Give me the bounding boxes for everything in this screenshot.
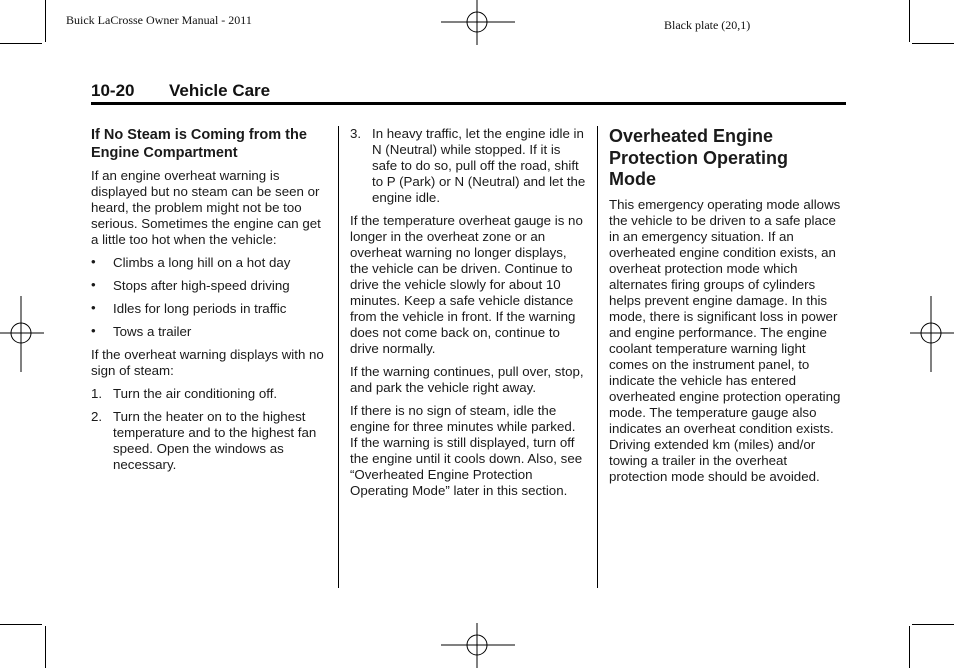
step-item	[91, 409, 331, 473]
crop-mark-tl-v	[45, 0, 46, 42]
step-text: In heavy traffic, let the engine idle in N (Neutral) while stopped. If it is safe to do so, pull off the road, shift to P (Park) or N (Neutral) and let the engine idle.	[372, 126, 586, 205]
page-number: 10-20	[91, 81, 135, 100]
numbered-list	[350, 126, 586, 206]
paragraph: If an engine overheat warning is displayed but no steam can be seen or heard, the problem might not be too serious. Sometimes the engine can get a little too hot when the vehicle:	[91, 168, 321, 247]
bullet-item	[91, 301, 331, 317]
bullet-item	[91, 278, 331, 294]
registration-mark-left	[0, 296, 44, 372]
crop-mark-tr-v	[909, 0, 910, 42]
bullet-item	[91, 324, 331, 340]
registration-mark-right	[910, 296, 954, 372]
registration-mark-bottom	[441, 622, 515, 668]
crop-mark-br-h	[912, 624, 954, 625]
section-header	[91, 81, 846, 103]
step-text: Turn the air conditioning off.	[113, 386, 278, 401]
step-number: 1.	[91, 386, 103, 401]
manual-title: Buick LaCrosse Owner Manual - 2011	[66, 13, 252, 27]
crop-mark-tr-h	[912, 43, 954, 44]
crop-mark-bl-v	[45, 626, 46, 668]
step-number: 3.	[350, 126, 362, 141]
header-rule	[91, 102, 846, 105]
column-divider-2	[597, 126, 598, 588]
bullet-glyph: •	[91, 300, 96, 315]
registration-mark-top	[441, 0, 515, 46]
step-item	[91, 386, 331, 402]
bullet-text: Stops after high-speed driving	[113, 278, 290, 293]
crop-mark-bl-h	[0, 624, 42, 625]
paragraph: If there is no sign of steam, idle the engine for three minutes while parked. If the warning is still displayed, turn off the engine until it cools down. Also, see “Overheated Engine Protection Operating Mode” later in this section.	[350, 403, 583, 498]
paragraph: If the warning continues, pull over, stop, and park the vehicle right away.	[350, 364, 584, 395]
section-title: Vehicle Care	[169, 81, 271, 100]
subsection-heading: Overheated Engine Protection Operating Mode	[609, 126, 789, 189]
bullet-glyph: •	[91, 277, 96, 292]
bullet-text: Tows a trailer	[113, 324, 192, 339]
paragraph: This emergency operating mode allows the vehicle to be driven to a safe place in an emergency situation. If an overheated engine condition exists, an overheat protection mode which alternates firing groups of cylinders helps prevent engine damage. In this mode, there is significant loss in power and engine performance. The engine coolant temperature warning light comes on the instrument panel, to indicate the vehicle has entered overheated engine protection operating mode. The temperature gauge also indicates an overheat condition exists. Driving extended km (miles) and/or towing a trailer in the overheat protection mode should be avoided.	[609, 196, 841, 484]
bullet-text: Climbs a long hill on a hot day	[113, 255, 291, 270]
column-divider-1	[338, 126, 339, 588]
step-text: Turn the heater on to the highest temperature and to the highest fan speed. Open the windows as necessary.	[113, 409, 317, 472]
subsection-heading: If No Steam is Coming from the Engine Compartment	[91, 127, 307, 161]
bullet-list	[91, 255, 331, 340]
plate-label: Black plate (20,1)	[664, 18, 751, 32]
bullet-glyph: •	[91, 323, 96, 338]
bullet-item	[91, 255, 331, 271]
crop-mark-br-v	[909, 626, 910, 668]
step-number: 2.	[91, 409, 103, 424]
bullet-glyph: •	[91, 254, 96, 269]
step-item	[350, 126, 586, 206]
crop-mark-tl-h	[0, 43, 42, 44]
bullet-text: Idles for long periods in traffic	[113, 301, 287, 316]
paragraph: If the temperature overheat gauge is no longer in the overheat zone or an overheat warning no longer displays, the vehicle can be driven. Continue to drive the vehicle slowly for about 10 minutes. Keep a safe vehicle distance from the vehicle in front. If the warning does not come back on, continue to drive normally.	[350, 213, 583, 356]
column-1	[91, 126, 331, 480]
paragraph: If the overheat warning displays with no sign of steam:	[91, 347, 324, 378]
column-3	[609, 126, 847, 492]
column-2	[350, 126, 586, 506]
numbered-list	[91, 386, 331, 473]
